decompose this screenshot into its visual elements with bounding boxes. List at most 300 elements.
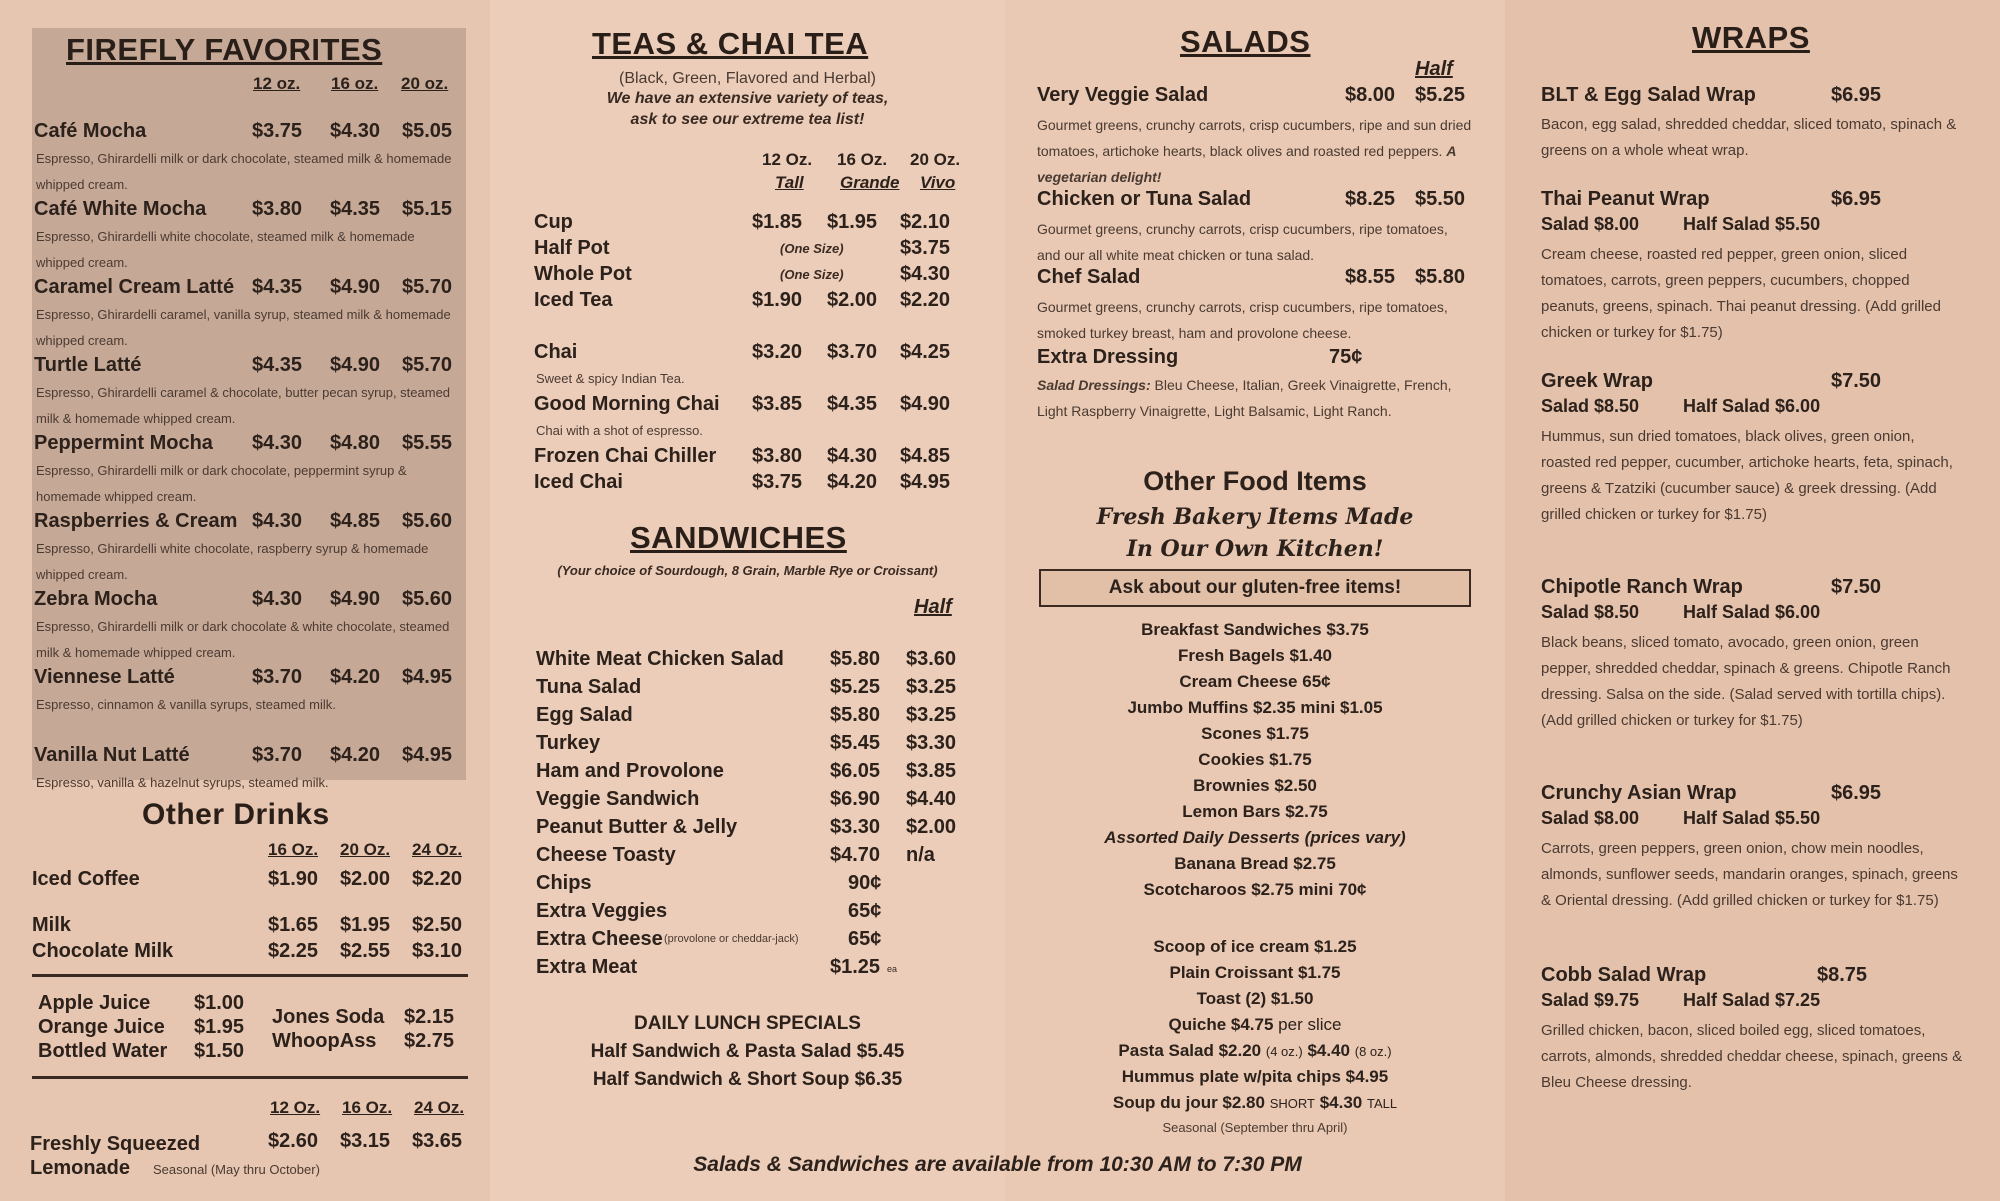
teas-sub-1: (Black, Green, Flavored and Herbal) <box>619 70 876 87</box>
favorite-row <box>34 510 464 534</box>
salad-tag: A vegetarian delight! <box>1037 143 1456 185</box>
salad-name: Chef Salad <box>1037 266 1141 288</box>
sandwich-name: Extra Meat <box>536 956 638 978</box>
tea-one-size: (One Size) <box>780 267 844 282</box>
drink-price-20: $2.55 <box>340 940 391 962</box>
chai-price-16: $4.20 <box>827 471 878 493</box>
juice-name: Orange Juice <box>38 1016 165 1038</box>
tea-price-12: $1.85 <box>752 211 803 233</box>
wrap-name: Thai Peanut Wrap <box>1541 188 1710 210</box>
favorite-price-12: $3.70 <box>252 744 303 766</box>
tea-size-20: 20 Oz. <box>910 150 961 169</box>
chai-name: Chai <box>534 341 578 363</box>
tea-row <box>534 289 994 313</box>
fav-size-12: 12 oz. <box>253 74 301 93</box>
wrap-half-salad-price: Half Salad $5.50 <box>1683 214 1821 234</box>
drink-price-16: $1.90 <box>268 868 319 890</box>
salad-row <box>1037 188 1487 212</box>
sandwich-half-label: Half <box>914 596 952 618</box>
pasta-label: Pasta Salad $2.20 <box>1118 1041 1262 1060</box>
soup-note-1: SHORT <box>1269 1096 1315 1111</box>
favorite-price-16: $4.30 <box>330 120 381 142</box>
favorite-desc: Espresso, Ghirardelli milk or dark chocolate, steamed milk & homemade whipped cream. <box>36 151 452 192</box>
wrap-salad-row <box>1541 990 1981 1014</box>
chai-price-20: $4.95 <box>900 471 951 493</box>
favorite-price-12: $3.75 <box>252 120 303 142</box>
soda-price: $2.15 <box>404 1006 455 1028</box>
drink-name: Iced Coffee <box>32 868 140 890</box>
salad-half-price: $5.50 <box>1415 188 1466 210</box>
favorite-row <box>34 120 464 144</box>
chai-desc: Sweet & spicy Indian Tea. <box>536 371 685 386</box>
soup-label: Soup du jour $2.80 <box>1112 1093 1265 1112</box>
sandwich-row <box>536 676 986 700</box>
teas-sub-2: We have an extensive variety of teas, <box>606 90 889 107</box>
favorite-desc: Espresso, Ghirardelli white chocolate, raspberry syrup & homemade whipped cream. <box>36 541 429 582</box>
wrap-price: $7.50 <box>1831 370 1882 392</box>
food-hummus: Hummus plate w/pita chips $4.95 <box>1121 1067 1389 1086</box>
sandwich-row <box>536 900 986 924</box>
favorite-price-20: $5.05 <box>402 120 453 142</box>
favorite-price-12: $4.30 <box>252 588 303 610</box>
chai-price-16: $4.30 <box>827 445 878 467</box>
wraps-title: WRAPS <box>1692 20 1810 55</box>
drink-price-24: $3.10 <box>412 940 463 962</box>
sandwich-price: $5.80 <box>830 648 881 670</box>
favorite-name: Vanilla Nut Latté <box>34 744 190 766</box>
sandwich-row <box>536 704 986 728</box>
wrap-half-salad-price: Half Salad $6.00 <box>1683 396 1821 416</box>
soda-row <box>272 1030 472 1054</box>
tea-price-16: $1.95 <box>827 211 878 233</box>
sandwich-name: White Meat Chicken Salad <box>536 648 784 670</box>
salad-price: $8.55 <box>1345 266 1396 288</box>
salad-desc-text: Gourmet greens, crunchy carrots, crisp cucumbers, ripe and sun dried tomatoes, artichoke hearts, black olives and roasted red peppers. <box>1037 117 1472 159</box>
salad-name: Chicken or Tuna Salad <box>1037 188 1252 210</box>
food-item: Cream Cheese 65¢ <box>1179 672 1331 691</box>
wrap-desc: Black beans, sliced tomato, avocado, green onion, green pepper, shredded cheddar, spinach & greens. Chipotle Ranch dressing. Salsa on the side. (Salad served with tortilla chips). (Add grilled chicken or turkey for $1.75) <box>1541 634 1951 729</box>
juice-row <box>38 1016 258 1040</box>
wrap-salad-row <box>1541 808 1981 832</box>
extra-dressing-row <box>1037 346 1477 370</box>
favorite-price-20: $5.60 <box>402 588 453 610</box>
lem-size-16: 16 Oz. <box>342 1098 393 1117</box>
favorite-name: Zebra Mocha <box>34 588 158 610</box>
food-item: Banana Bread $2.75 <box>1174 854 1336 873</box>
pasta-note-2: (8 oz.) <box>1354 1044 1392 1059</box>
soup-price-2: $4.30 <box>1319 1093 1363 1112</box>
food-soup <box>1005 1093 1505 1113</box>
sandwich-price: $3.30 <box>830 816 881 838</box>
food-item: Breakfast Sandwiches $3.75 <box>1141 620 1369 639</box>
salad-desc <box>1037 112 1473 190</box>
wrap-half-salad-price: Half Salad $5.50 <box>1683 808 1821 828</box>
tea-price-16: $2.00 <box>827 289 878 311</box>
sandwich-row <box>536 648 986 672</box>
sandwich-name: Cheese Toasty <box>536 844 676 866</box>
chai-row <box>534 471 994 495</box>
favorite-price-12: $4.35 <box>252 354 303 376</box>
salad-desc-text: Gourmet greens, crunchy carrots, crisp cucumbers, ripe tomatoes, smoked turkey breast, ham and provolone cheese. <box>1037 299 1448 341</box>
specials-title: DAILY LUNCH SPECIALS <box>634 1013 861 1034</box>
favorite-desc: Espresso, Ghirardelli white chocolate, steamed milk & homemade whipped cream. <box>36 229 415 270</box>
sandwich-price: $4.70 <box>830 844 881 866</box>
drink-name: Milk <box>32 914 71 936</box>
salad-desc <box>1037 216 1473 268</box>
wrap-salad-price: Salad $8.00 <box>1541 214 1640 234</box>
chai-price-20: $4.25 <box>900 341 951 363</box>
special-2: Half Sandwich & Short Soup $6.35 <box>592 1069 903 1090</box>
sandwiches-title: SANDWICHES <box>630 520 847 555</box>
favorite-desc: Espresso, Ghirardelli milk or dark chocolate & white chocolate, steamed milk & homemade whipped cream. <box>36 619 450 660</box>
lemonade-name: Freshly Squeezed <box>30 1133 201 1155</box>
sandwiches-sub: (Your choice of Sourdough, 8 Grain, Marble Rye or Croissant) <box>557 563 938 578</box>
sandwich-half-price: $3.60 <box>906 648 957 670</box>
salad-name: Very Veggie Salad <box>1037 84 1209 106</box>
sandwich-row <box>536 844 986 868</box>
wrap-salad-row <box>1541 396 1981 420</box>
lemonade-price-16: $3.15 <box>340 1130 391 1152</box>
drink-row <box>32 940 472 964</box>
lemonade-price-24: $3.65 <box>412 1130 463 1152</box>
sandwich-row <box>536 760 986 784</box>
sandwich-half-price: $3.25 <box>906 676 957 698</box>
chai-price-16: $4.35 <box>827 393 878 415</box>
favorites-title: FIREFLY FAVORITES <box>66 32 383 67</box>
sandwich-name: Peanut Butter & Jelly <box>536 816 738 838</box>
tea-size-16: 16 Oz. <box>837 150 888 169</box>
tea-size-grande: Grande <box>840 173 900 192</box>
tea-name: Iced Tea <box>534 289 613 311</box>
special-1: Half Sandwich & Pasta Salad $5.45 <box>590 1041 905 1062</box>
favorite-name: Café White Mocha <box>34 198 207 220</box>
od-size-20: 20 Oz. <box>340 840 391 859</box>
other-drinks-title: Other Drinks <box>142 798 330 831</box>
wrap-row <box>1541 576 1981 600</box>
sandwich-row <box>536 872 986 896</box>
sandwich-half-price: $3.25 <box>906 704 957 726</box>
wrap-name: BLT & Egg Salad Wrap <box>1541 84 1756 106</box>
favorite-name: Raspberries & Cream <box>34 510 238 532</box>
salad-half-label: Half <box>1415 58 1453 80</box>
lemonade-price-12: $2.60 <box>268 1130 319 1152</box>
juice-price: $1.50 <box>194 1040 245 1062</box>
favorite-price-20: $4.95 <box>402 666 453 688</box>
wrap-price: $6.95 <box>1831 84 1882 106</box>
sandwich-row <box>536 788 986 812</box>
soda-name: WhoopAss <box>272 1030 377 1052</box>
pasta-note-1: (4 oz.) <box>1265 1044 1303 1059</box>
sandwich-price: $5.25 <box>830 676 881 698</box>
favorite-price-20: $4.95 <box>402 744 453 766</box>
wrap-price: $6.95 <box>1831 782 1882 804</box>
chai-price-20: $4.90 <box>900 393 951 415</box>
soup-note-2: TALL <box>1367 1096 1398 1111</box>
sandwich-name: Ham and Provolone <box>536 760 724 782</box>
favorite-price-20: $5.70 <box>402 276 453 298</box>
salads-title: SALADS <box>1180 24 1311 59</box>
fav-size-20: 20 oz. <box>401 74 449 93</box>
dressings-label: Salad Dressings: <box>1037 377 1151 393</box>
salad-row <box>1037 84 1487 108</box>
quiche-label: Quiche $4.75 <box>1168 1015 1274 1034</box>
favorite-row <box>34 432 464 456</box>
favorite-desc: Espresso, cinnamon & vanilla syrups, steamed milk. <box>36 697 336 712</box>
food-quiche <box>1005 1015 1505 1035</box>
salad-row <box>1037 266 1487 290</box>
tea-size-tall: Tall <box>775 173 804 192</box>
favorite-price-16: $4.80 <box>330 432 381 454</box>
food-item: Scoop of ice cream $1.25 <box>1153 937 1357 956</box>
tea-price-12: $1.90 <box>752 289 803 311</box>
panel-salads-food <box>1005 0 1505 1201</box>
wrap-row <box>1541 964 1981 988</box>
chai-price-12: $3.80 <box>752 445 803 467</box>
wrap-desc: Cream cheese, roasted red pepper, green onion, sliced tomatoes, carrots, green peppers, cucumbers, chopped peanuts, greens, spinach. Thai peanut dressing. (Add grilled chicken or turkey for $1.75) <box>1541 246 1941 341</box>
divider <box>32 1076 468 1079</box>
od-size-16: 16 Oz. <box>268 840 319 859</box>
tea-price-20: $4.30 <box>900 263 951 285</box>
favorite-name: Caramel Cream Latté <box>34 276 235 298</box>
favorite-row <box>34 744 464 768</box>
favorite-price-16: $4.90 <box>330 276 381 298</box>
chai-row <box>534 341 994 365</box>
juice-price: $1.95 <box>194 1016 245 1038</box>
favorite-price-16: $4.90 <box>330 588 381 610</box>
tea-row <box>534 263 994 287</box>
chai-price-16: $3.70 <box>827 341 878 363</box>
food-title: Other Food Items <box>1143 466 1367 496</box>
drink-price-24: $2.20 <box>412 868 463 890</box>
favorite-row <box>34 198 464 222</box>
food-item: Plain Croissant $1.75 <box>1169 963 1341 982</box>
od-size-24: 24 Oz. <box>412 840 463 859</box>
wrap-row <box>1541 84 1981 108</box>
hours-footer: Salads & Sandwiches are available from 10:30 AM to 7:30 PM <box>693 1153 1302 1176</box>
wrap-row <box>1541 782 1981 806</box>
food-item: Lemon Bars $2.75 <box>1182 802 1328 821</box>
food-item: Scones $1.75 <box>1201 724 1309 743</box>
food-script-2: In Our Own Kitchen! <box>1126 536 1384 562</box>
favorite-price-16: $4.20 <box>330 666 381 688</box>
salad-desc-text: Gourmet greens, crunchy carrots, crisp cucumbers, ripe tomatoes, and our all white meat chicken or tuna salad. <box>1037 221 1448 263</box>
chai-desc: Chai with a shot of espresso. <box>536 423 703 438</box>
sandwich-name: Extra Cheese <box>536 928 663 950</box>
wrap-half-salad-price: Half Salad $7.25 <box>1683 990 1821 1010</box>
favorite-desc: Espresso, Ghirardelli milk or dark chocolate, peppermint syrup & homemade whipped cream. <box>36 463 407 504</box>
sandwich-half-price: $2.00 <box>906 816 957 838</box>
chai-name: Good Morning Chai <box>534 393 720 415</box>
sandwich-row <box>536 956 986 980</box>
sandwich-name: Turkey <box>536 732 601 754</box>
favorite-name: Café Mocha <box>34 120 147 142</box>
food-item: Assorted Daily Desserts (prices vary) <box>1104 828 1406 847</box>
favorite-price-16: $4.35 <box>330 198 381 220</box>
sandwich-half-price: $4.40 <box>906 788 957 810</box>
sandwich-price: $6.90 <box>830 788 881 810</box>
soup-seasonal: Seasonal (September thru April) <box>1162 1120 1348 1135</box>
juice-row <box>38 1040 258 1064</box>
fav-size-16: 16 oz. <box>331 74 379 93</box>
favorite-price-20: $5.55 <box>402 432 453 454</box>
favorite-price-12: $4.35 <box>252 276 303 298</box>
extra-dressing-name: Extra Dressing <box>1037 346 1179 368</box>
drink-price-16: $2.25 <box>268 940 319 962</box>
favorite-name: Turtle Latté <box>34 354 142 376</box>
salad-desc <box>1037 294 1473 346</box>
sandwich-half-price: $3.30 <box>906 732 957 754</box>
salad-price: $8.00 <box>1345 84 1396 106</box>
drink-name: Chocolate Milk <box>32 940 174 962</box>
favorite-desc: Espresso, Ghirardelli caramel, vanilla syrup, steamed milk & homemade whipped cream. <box>36 307 451 348</box>
lem-size-12: 12 Oz. <box>270 1098 321 1117</box>
favorite-price-12: $3.70 <box>252 666 303 688</box>
lemonade-note: Seasonal (May thru October) <box>153 1162 320 1177</box>
tea-price-20: $3.75 <box>900 237 951 259</box>
panel-teas-sandwiches <box>490 0 1005 1201</box>
sandwich-name: Tuna Salad <box>536 676 642 698</box>
food-item: Jumbo Muffins $2.35 mini $1.05 <box>1127 698 1383 717</box>
divider <box>32 974 468 977</box>
favorite-price-16: $4.90 <box>330 354 381 376</box>
favorite-price-12: $4.30 <box>252 432 303 454</box>
drink-price-24: $2.50 <box>412 914 463 936</box>
tea-size-vivo: Vivo <box>920 173 956 192</box>
favorite-price-16: $4.20 <box>330 744 381 766</box>
wrap-row <box>1541 370 1981 394</box>
lem-size-24: 24 Oz. <box>414 1098 465 1117</box>
soda-name: Jones Soda <box>272 1006 385 1028</box>
drink-price-16: $1.65 <box>268 914 319 936</box>
sandwich-row <box>536 732 986 756</box>
food-item: Cookies $1.75 <box>1198 750 1312 769</box>
favorite-price-20: $5.60 <box>402 510 453 532</box>
quiche-note: per slice <box>1278 1015 1342 1034</box>
teas-sub-3: ask to see our extreme tea list! <box>630 111 865 128</box>
wrap-row <box>1541 188 1981 212</box>
favorite-desc: Espresso, vanilla & hazelnut syrups, steamed milk. <box>36 775 329 790</box>
favorite-price-16: $4.85 <box>330 510 381 532</box>
sandwich-price: $1.25 <box>830 956 881 978</box>
tea-price-20: $2.20 <box>900 289 951 311</box>
favorite-name: Peppermint Mocha <box>34 432 213 454</box>
wrap-name: Chipotle Ranch Wrap <box>1541 576 1743 598</box>
favorite-row <box>34 666 464 690</box>
sandwich-price: 65¢ <box>848 900 882 922</box>
salad-half-price: $5.80 <box>1415 266 1466 288</box>
salad-price: $8.25 <box>1345 188 1396 210</box>
chai-row <box>534 445 994 469</box>
wrap-salad-row <box>1541 214 1981 238</box>
sandwich-name: Extra Veggies <box>536 900 668 922</box>
drink-price-20: $1.95 <box>340 914 391 936</box>
tea-size-12: 12 Oz. <box>762 150 813 169</box>
juice-row <box>38 992 258 1016</box>
sandwich-row <box>536 928 986 952</box>
sandwich-name: Egg Salad <box>536 704 633 726</box>
sandwich-price: 65¢ <box>848 928 882 950</box>
favorite-price-12: $4.30 <box>252 510 303 532</box>
salad-dressings <box>1037 372 1477 424</box>
wrap-salad-price: Salad $9.75 <box>1541 990 1640 1010</box>
sandwich-price: $6.05 <box>830 760 881 782</box>
lemonade-name-2: Lemonade <box>30 1157 131 1179</box>
favorite-name: Viennese Latté <box>34 666 175 688</box>
salad-half-price: $5.25 <box>1415 84 1466 106</box>
tea-price-20: $2.10 <box>900 211 951 233</box>
wrap-salad-price: Salad $8.50 <box>1541 396 1640 416</box>
food-script-1: Fresh Bakery Items Made <box>1096 504 1414 530</box>
chai-price-12: $3.85 <box>752 393 803 415</box>
food-item: Scotcharoos $2.75 mini 70¢ <box>1143 880 1367 899</box>
sandwich-price: 90¢ <box>848 872 882 894</box>
sandwich-half-price: $3.85 <box>906 760 957 782</box>
drink-row <box>32 868 472 892</box>
teas-title: TEAS & CHAI TEA <box>592 26 869 61</box>
sandwich-row <box>536 816 986 840</box>
tea-row <box>534 211 994 235</box>
tea-one-size: (One Size) <box>780 241 844 256</box>
wrap-desc: Carrots, green peppers, green onion, chow mein noodles, almonds, sunflower seeds, mandarin oranges, spinach, greens & Oriental dressing. (Add grilled chicken or turkey for $1.75) <box>1541 840 1958 909</box>
food-item: Brownies $2.50 <box>1193 776 1317 795</box>
favorite-price-12: $3.80 <box>252 198 303 220</box>
favorite-row <box>34 276 464 300</box>
chai-name: Frozen Chai Chiller <box>534 445 717 467</box>
drink-row <box>32 914 472 938</box>
wrap-price: $6.95 <box>1831 188 1882 210</box>
wrap-name: Crunchy Asian Wrap <box>1541 782 1737 804</box>
chai-price-20: $4.85 <box>900 445 951 467</box>
food-item: Fresh Bagels $1.40 <box>1177 646 1333 665</box>
wrap-desc: Bacon, egg salad, shredded cheddar, sliced tomato, spinach & greens on a whole wheat wrap. <box>1541 116 1957 159</box>
wrap-salad-price: Salad $8.00 <box>1541 808 1640 828</box>
wrap-salad-price: Salad $8.50 <box>1541 602 1640 622</box>
chai-price-12: $3.75 <box>752 471 803 493</box>
pasta-price-2: $4.40 <box>1307 1041 1350 1060</box>
panel-wraps <box>1505 0 2000 1201</box>
sandwich-note: (provolone or cheddar-jack) <box>664 933 799 945</box>
sandwich-ea: ea <box>887 964 898 974</box>
tea-name: Half Pot <box>534 237 610 259</box>
wrap-name: Cobb Salad Wrap <box>1541 964 1707 986</box>
soda-price: $2.75 <box>404 1030 455 1052</box>
chai-price-12: $3.20 <box>752 341 803 363</box>
wrap-half-salad-price: Half Salad $6.00 <box>1683 602 1821 622</box>
sandwich-price: $5.80 <box>830 704 881 726</box>
sandwich-price: $5.45 <box>830 732 881 754</box>
sandwich-half-price: n/a <box>906 844 935 866</box>
drink-price-20: $2.00 <box>340 868 391 890</box>
extra-dressing-price: 75¢ <box>1329 346 1363 368</box>
sandwich-name: Veggie Sandwich <box>536 788 700 810</box>
juice-name: Bottled Water <box>38 1040 168 1062</box>
wrap-desc: Grilled chicken, bacon, sliced boiled egg, sliced tomatoes, carrots, almonds, shredded cheddar cheese, spinach, greens & Bleu Cheese dressing. <box>1541 1022 1963 1091</box>
favorite-price-20: $5.15 <box>402 198 453 220</box>
wrap-price: $7.50 <box>1831 576 1882 598</box>
sandwich-name: Chips <box>536 872 592 894</box>
wrap-name: Greek Wrap <box>1541 370 1653 392</box>
favorite-row <box>34 354 464 378</box>
gluten-free-box: Ask about our gluten-free items! <box>1039 569 1471 607</box>
favorite-price-20: $5.70 <box>402 354 453 376</box>
juice-price: $1.00 <box>194 992 245 1014</box>
soda-row <box>272 1006 472 1030</box>
panel-favorites <box>0 0 490 1201</box>
wrap-salad-row <box>1541 602 1981 626</box>
favorite-row <box>34 588 464 612</box>
tea-name: Whole Pot <box>534 263 632 285</box>
food-item: Toast (2) $1.50 <box>1196 989 1314 1008</box>
